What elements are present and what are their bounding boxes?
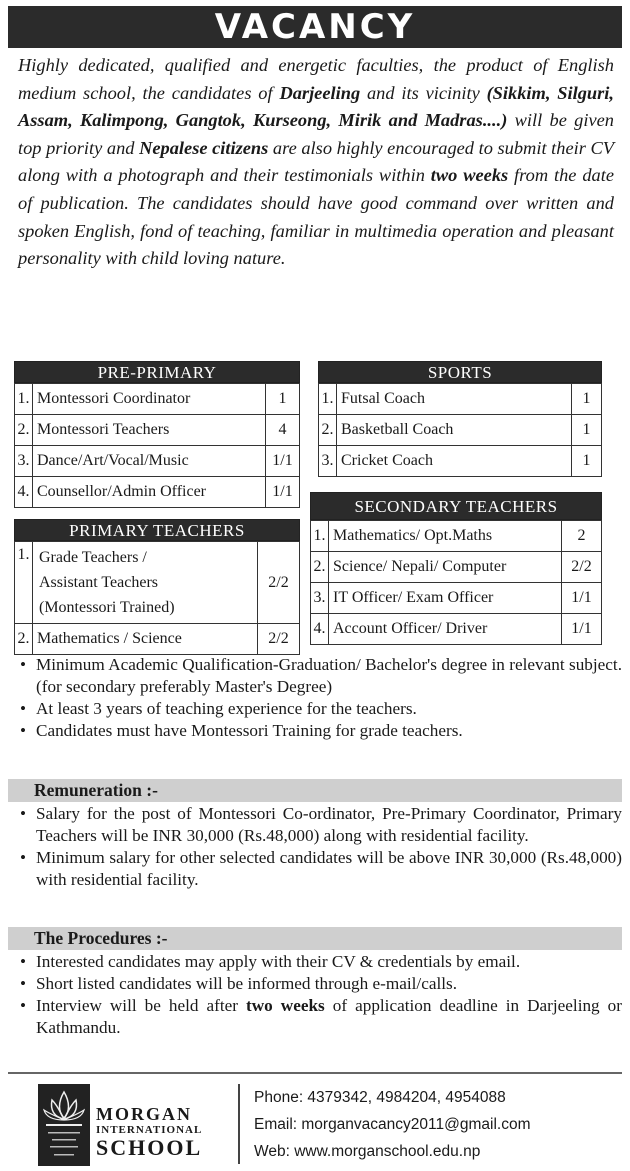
post-name: Montessori Coordinator — [33, 384, 266, 415]
row-number: 3. — [15, 446, 33, 477]
vacancy-ad — [8, 6, 622, 1166]
pre-primary-table — [14, 383, 300, 508]
post-count: 1 — [572, 415, 602, 446]
table-row — [311, 614, 602, 645]
web-link[interactable]: Web: www.morganschool.edu.np — [254, 1143, 481, 1160]
footer-divider — [8, 1072, 622, 1074]
school-name — [96, 1104, 202, 1160]
list-item: • Salary for the post of Montessori Co-ordinator, Pre-Primary Coordinator, Primary Teachers will be INR 30,000 (Rs.48,000) along with residential facility. — [16, 803, 622, 847]
post-name: Account Officer/ Driver — [329, 614, 562, 645]
intro-bold-1: Darjeeling — [279, 82, 361, 103]
footer-separator — [238, 1084, 240, 1164]
post-name: Mathematics / Science — [33, 624, 258, 655]
row-number: 2. — [15, 624, 33, 655]
table-row — [319, 415, 602, 446]
sports-table — [318, 383, 602, 477]
row-number: 1. — [15, 384, 33, 415]
school-name-line-2: INTERNATIONAL — [96, 1124, 203, 1136]
table-row — [15, 542, 300, 624]
row-number: 1. — [319, 384, 337, 415]
intro-text-4: are also highly encouraged to submit their CV along with a photograph and their testimonials within — [18, 137, 614, 186]
list-item: • Minimum Academic Qualification-Graduation/ Bachelor's degree in relevant subject.(for secondary preferably Master's Degree) — [16, 654, 622, 698]
list-item: • At least 3 years of teaching experience for the teachers. — [16, 698, 622, 720]
table-row — [15, 384, 300, 415]
list-item: • Interested candidates may apply with their CV & credentials by email. — [16, 951, 622, 973]
contact-info — [254, 1084, 530, 1165]
intro-bold-4: two weeks — [430, 165, 509, 186]
post-name: Science/ Nepali/ Computer — [329, 552, 562, 583]
post-count: 1 — [266, 384, 300, 415]
intro-text-2: and its vicinity — [360, 82, 487, 103]
school-logo-icon — [38, 1084, 90, 1166]
primary-table — [14, 541, 300, 655]
intro-paragraph — [18, 52, 614, 273]
table-row — [15, 415, 300, 446]
post-count: 2/2 — [258, 624, 300, 655]
school-name-line-1: MORGAN — [96, 1104, 192, 1124]
row-number: 2. — [311, 552, 329, 583]
table-row — [319, 446, 602, 477]
intro-bold-3: Nepalese citizens — [139, 137, 269, 158]
intro-text-1: Highly dedicated, qualified and energetic faculties, the product of English medium school, the candidates of — [18, 55, 614, 103]
list-item: • Minimum salary for other selected candidates will be above INR 30,000 (Rs.48,000) with residential facility. — [16, 847, 622, 891]
remuneration-heading: Remuneration :- — [8, 779, 622, 802]
post-count: 1 — [572, 384, 602, 415]
intro-text-5: from the date of publication. The candidates should have good command over written and spoken English, fond of teaching, familiar in multimedia operation and pleasant personality with child loving nature. — [18, 165, 614, 269]
table-row — [15, 477, 300, 508]
post-count: 2/2 — [258, 542, 300, 624]
lotus-emblem-icon — [38, 1084, 90, 1166]
primary-box — [14, 519, 300, 655]
post-name: Mathematics/ Opt.Maths — [329, 521, 562, 552]
list-item — [16, 995, 622, 1039]
table-row — [15, 446, 300, 477]
post-count: 1/1 — [266, 446, 300, 477]
post-name: Futsal Coach — [337, 384, 572, 415]
post-name: Basketball Coach — [337, 415, 572, 446]
post-line-1: Grade Teachers / — [39, 549, 147, 566]
row-number: 1. — [311, 521, 329, 552]
row-number: 1. — [15, 542, 33, 624]
row-number: 4. — [15, 477, 33, 508]
intro-bold-2: (Sikkim, Silguri, Assam, Kalimpong, Gangtok, Kurseong, Mirik and Madras....) — [18, 82, 614, 131]
post-count: 1/1 — [266, 477, 300, 508]
post-count: 2/2 — [562, 552, 602, 583]
secondary-table — [310, 520, 602, 645]
post-count: 1/1 — [562, 614, 602, 645]
secondary-box — [310, 492, 602, 645]
post-name: IT Officer/ Exam Officer — [329, 583, 562, 614]
list-item: • Short listed candidates will be informed through e-mail/calls. — [16, 973, 622, 995]
procedure-text: of application deadline in Darjeeling or Kathmandu. — [36, 996, 623, 1037]
pre-primary-heading: PRE-PRIMARY — [14, 361, 300, 383]
table-row — [319, 384, 602, 415]
list-item: • Candidates must have Montessori Training for grade teachers. — [16, 720, 622, 742]
email-link[interactable]: Email: morganvacancy2011@gmail.com — [254, 1116, 531, 1133]
post-line-3: (Montessori Trained) — [39, 599, 175, 616]
procedures-list — [16, 951, 622, 1039]
table-row — [15, 624, 300, 655]
phone-text: Phone: 4379342, 4984204, 4954088 — [254, 1089, 506, 1106]
secondary-heading: SECONDARY TEACHERS — [310, 492, 602, 520]
row-number: 2. — [15, 415, 33, 446]
school-name-line-3: SCHOOL — [96, 1135, 203, 1160]
procedure-text: Interview will be held after — [36, 996, 247, 1015]
table-row — [311, 521, 602, 552]
pre-primary-box — [14, 361, 300, 508]
row-number: 3. — [319, 446, 337, 477]
post-count: 1/1 — [562, 583, 602, 614]
procedure-bold: two weeks — [246, 996, 325, 1015]
table-row — [311, 552, 602, 583]
post-count: 2 — [562, 521, 602, 552]
remuneration-list — [16, 803, 622, 891]
row-number: 4. — [311, 614, 329, 645]
primary-heading: PRIMARY TEACHERS — [14, 519, 300, 541]
procedures-heading: The Procedures :- — [8, 927, 622, 950]
requirements-list — [16, 654, 622, 742]
post-count: 4 — [266, 415, 300, 446]
post-name: Cricket Coach — [337, 446, 572, 477]
post-name: Montessori Teachers — [33, 415, 266, 446]
post-name: Dance/Art/Vocal/Music — [33, 446, 266, 477]
intro-text-3: will be given top priority and — [18, 110, 615, 158]
post-count: 1 — [572, 446, 602, 477]
page-title: VACANCY — [8, 6, 622, 48]
table-row — [311, 583, 602, 614]
post-line-2: Assistant Teachers — [39, 574, 158, 591]
post-name — [33, 542, 258, 624]
row-number: 2. — [319, 415, 337, 446]
sports-heading: SPORTS — [318, 361, 602, 383]
row-number: 3. — [311, 583, 329, 614]
post-name: Counsellor/Admin Officer — [33, 477, 266, 508]
sports-box — [318, 361, 602, 477]
